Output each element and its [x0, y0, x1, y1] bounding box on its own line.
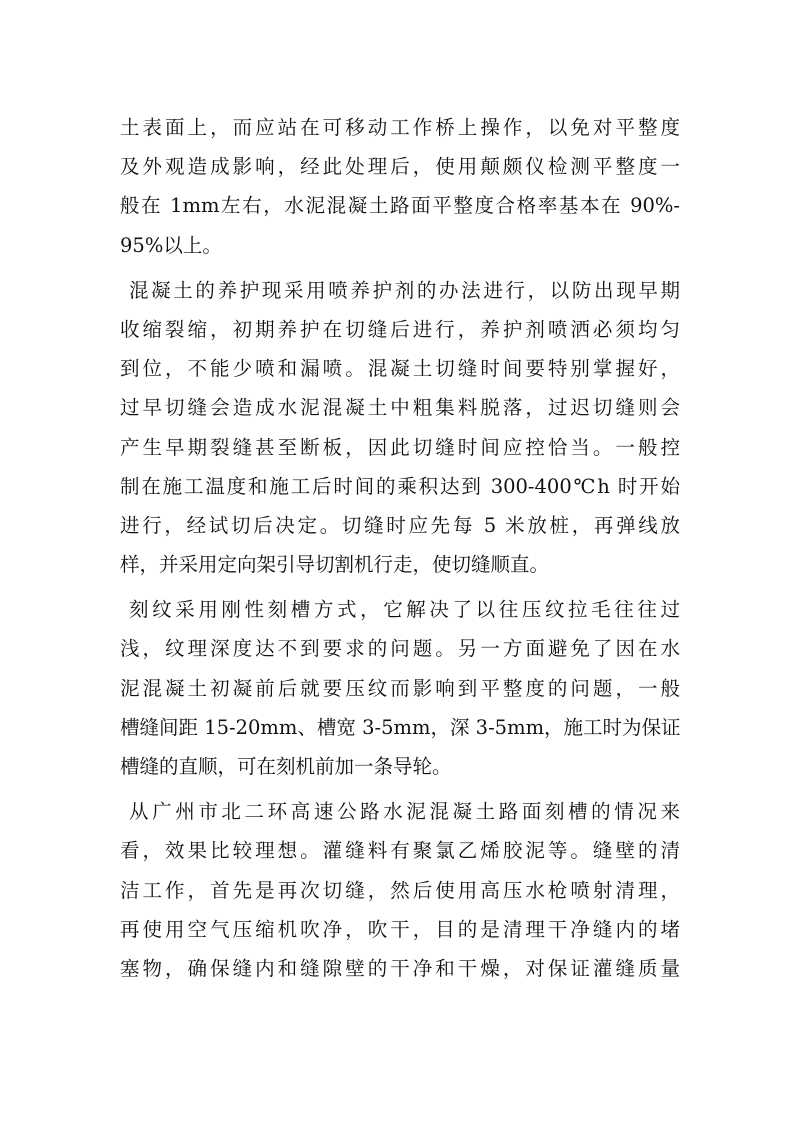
text-line: 槽缝的直顺，可在刻机前加一条导轮。	[120, 755, 452, 778]
text-line: 产生早期裂缝甚至断板，因此切缝时间应控恰当。一般控	[120, 435, 680, 459]
text-line: 看，效果比较理想。灌缝料有聚氯乙烯胶泥等。缝壁的清	[120, 839, 680, 863]
document-body	[120, 108, 680, 988]
text-line: 混凝土的养护现采用喷养护剂的办法进行，以防出现早期	[129, 278, 680, 302]
text-line: 从广州市北二环高速公路水泥混凝土路面刻槽的情况来	[129, 800, 680, 824]
text-line: 再使用空气压缩机吹净，吹干，目的是清理干净缝内的堵	[120, 917, 680, 941]
paragraph-4	[120, 792, 680, 988]
text-line: 过早切缝会造成水泥混凝土中粗集料脱落，过迟切缝则会	[120, 396, 680, 420]
text-line: 洁工作，首先是再次切缝，然后使用高压水枪喷射清理，	[120, 878, 680, 902]
paragraph-2	[120, 271, 680, 585]
text-line: 槽缝间距 15-20mm、槽宽 3-5mm，深 3-5mm，施工时为保证	[120, 715, 681, 739]
text-line: 样，并采用定向架引导切割机行走，使切缝顺直。	[120, 553, 550, 577]
text-line: 制在施工温度和施工后时间的乘积达到 300-400℃h 时开始	[120, 474, 680, 498]
text-line: 土表面上，而应站在可移动工作桥上操作，以免对平整度	[120, 116, 680, 139]
text-line: 般在 1mm左右，水泥混凝土路面平整度合格率基本在 90%-	[120, 194, 680, 218]
text-line: 到位，不能少喷和漏喷。混凝土切缝时间要特别掌握好，	[120, 357, 680, 381]
text-line: 塞物，确保缝内和缝隙壁的干净和干燥，对保证灌缝质量	[120, 956, 680, 980]
text-line: 泥混凝土初凝前后就要压纹而影响到平整度的问题，一般	[120, 676, 680, 700]
text-line: 及外观造成影响，经此处理后，使用颠颇仪检测平整度一	[120, 155, 680, 179]
text-line: 收缩裂缩，初期养护在切缝后进行，养护剂喷洒必须均匀	[120, 317, 680, 341]
text-line: 浅，纹理深度达不到要求的问题。另一方面避免了因在水	[120, 637, 680, 661]
paragraph-3	[120, 590, 680, 786]
text-line: 进行，经试切后决定。切缝时应先每 5 米放桩，再弹线放	[120, 513, 680, 537]
paragraph-1	[120, 108, 680, 265]
text-line: 刻纹采用刚性刻槽方式，它解决了以往压纹拉毛往往过	[129, 598, 680, 622]
text-line: 95%以上。	[120, 233, 222, 257]
